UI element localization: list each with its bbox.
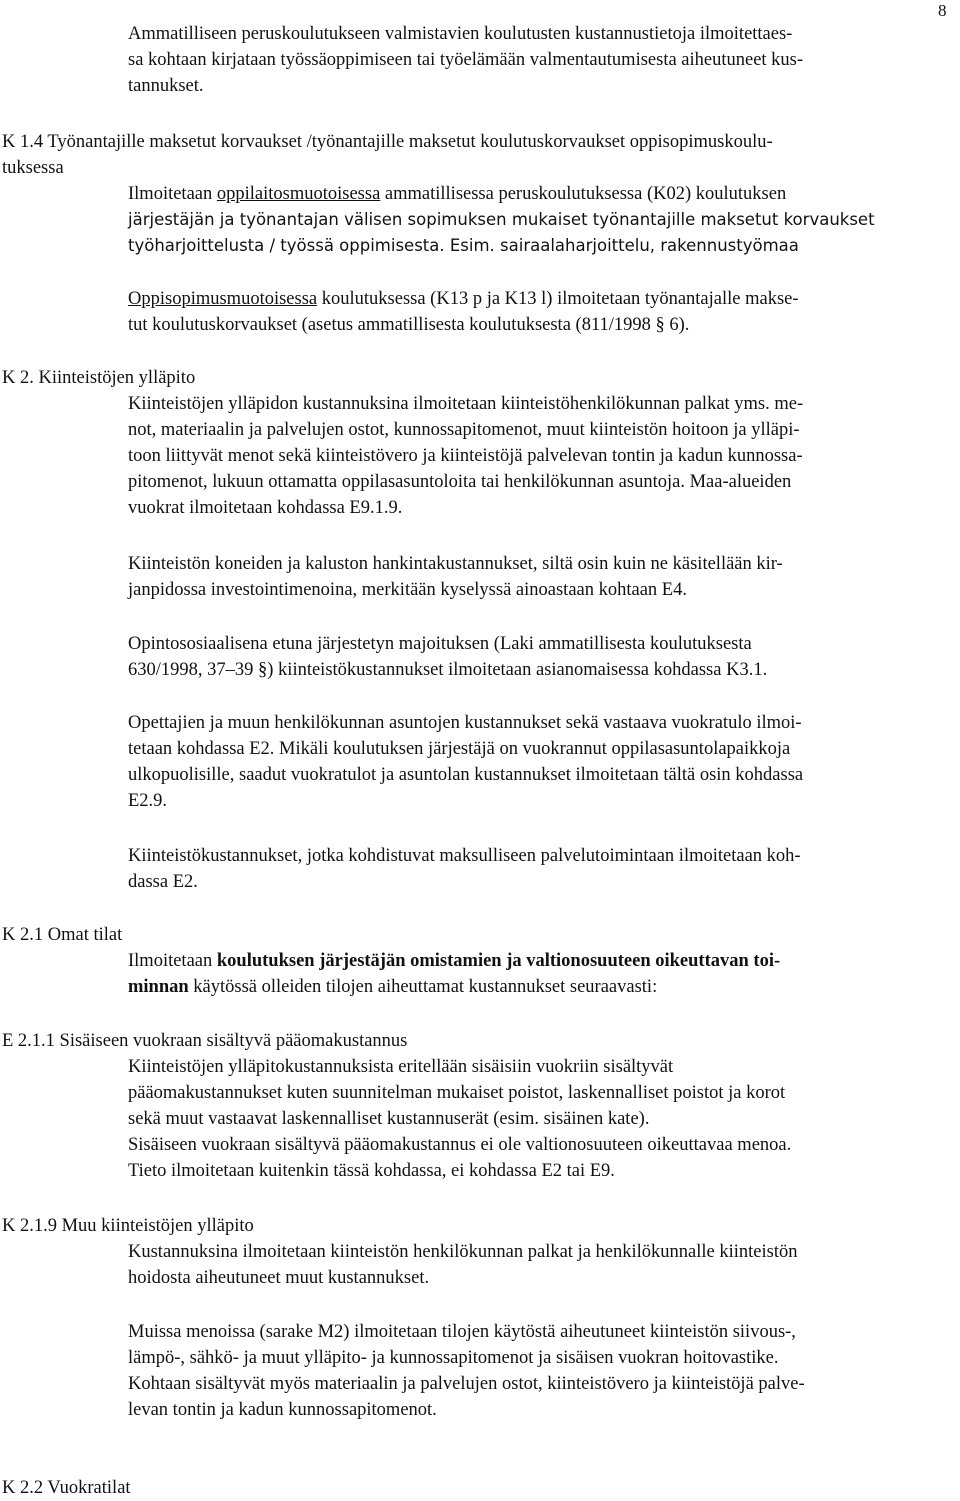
k2-p1-line: Kiinteistöjen ylläpidon kustannuksina ilmoitetaan kiinteistöhenkilökunnan palkat yms. me-: [128, 394, 804, 414]
e211-line: Sisäiseen vuokraan sisältyvä pääomakustannus ei ole valtionosuuteen oikeuttavaa menoa.: [128, 1135, 792, 1155]
k2-p1-line: toon liittyvät menot sekä kiinteistövero ja kiinteistöjä palvelevan tontin ja kadun kunnossa-: [128, 446, 803, 466]
k14-p2-line: Oppisopimusmuotoisessa koulutuksessa (K13 p ja K13 l) ilmoitetaan työnantajalle makse-: [128, 289, 799, 309]
e211-line: Kiinteistöjen ylläpitokustannuksista eritellään sisäisiin vuokriin sisältyvät: [128, 1057, 674, 1077]
section-heading-k219: K 2.1.9 Muu kiinteistöjen ylläpito: [2, 1216, 254, 1236]
k14-p1-line: Ilmoitetaan oppilaitosmuotoisessa ammatillisessa peruskoulutuksessa (K02) koulutuksen: [128, 184, 787, 204]
k2-p1-line: vuokrat ilmoitetaan kohdassa E9.1.9.: [128, 498, 403, 518]
underlined-term: oppilaitosmuotoisessa: [216, 184, 381, 204]
k2-p5-line: dassa E2.: [128, 872, 198, 892]
k219-p2-line: Muissa menoissa (sarake M2) ilmoitetaan tilojen käytöstä aiheutuneet kiinteistön siivous-,: [128, 1322, 796, 1342]
k2-p4-line: tetaan kohdassa E2. Mikäli koulutuksen järjestäjä on vuokrannut oppilasasuntolapaikkoja: [128, 739, 791, 759]
k219-p1-line: Kustannuksina ilmoitetaan kiinteistön henkilökunnan palkat ja henkilökunnalle kiinteistön: [128, 1242, 798, 1262]
intro-line: sa kohtaan kirjataan työssäoppimiseen tai työelämään valmentautumisesta aiheutuneet kus-: [128, 50, 804, 70]
section-heading-e211: E 2.1.1 Sisäiseen vuokraan sisältyvä pääomakustannus: [2, 1031, 408, 1051]
k21-line: Ilmoitetaan koulutuksen järjestäjän omistamien ja valtionosuuteen oikeuttavan toi-: [128, 951, 781, 971]
underlined-term: Oppisopimusmuotoisessa: [128, 289, 318, 309]
k2-p1-line: pitomenot, lukuun ottamatta oppilasasuntoloita tai henkilökunnan asuntoja. Maa-alueiden: [128, 472, 792, 492]
k2-p3-line: Opintososiaalisena etuna järjestetyn majoituksen (Laki ammatillisesta koulutuksesta: [128, 634, 752, 654]
e211-line: Tieto ilmoitetaan kuitenkin tässä kohdassa, ei kohdassa E2 tai E9.: [128, 1161, 615, 1181]
e211-line: sekä muut vastaavat laskennalliset kustannuserät (esim. sisäinen kate).: [128, 1109, 650, 1129]
intro-line: tannukset.: [128, 76, 204, 96]
section-heading-k2: K 2. Kiinteistöjen ylläpito: [2, 368, 196, 388]
k14-p1-line: työharjoittelusta / työssä oppimisesta. Esim. sairaalaharjoittelu, rakennustyömaa: [128, 236, 799, 255]
k2-p5-line: Kiinteistökustannukset, jotka kohdistuvat maksulliseen palvelutoimintaan ilmoitetaan koh-: [128, 846, 801, 866]
section-heading-k14-cont: tuksessa: [2, 158, 64, 178]
intro-line: Ammatilliseen peruskoulutukseen valmistavien koulutusten kustannustietoja ilmoitettaes-: [128, 24, 793, 44]
k14-p1-line: järjestäjän ja työnantajan välisen sopimuksen mukaiset työnantajille maksetut korvaukset: [128, 210, 875, 229]
page-number: 8: [938, 1, 947, 20]
k2-p4-line: Opettajien ja muun henkilökunnan asuntojen kustannukset sekä vastaava vuokratulo ilmoi-: [128, 713, 802, 733]
e211-line: pääomakustannukset kuten suunnitelman mukaiset poistot, laskennalliset poistot ja korot: [128, 1083, 786, 1103]
k219-p2-line: lämpö-, sähkö- ja muut ylläpito- ja kunnossapitomenot ja sisäisen vuokran hoitovastike.: [128, 1348, 779, 1368]
k2-p3-line: 630/1998, 37–39 §) kiinteistökustannukset ilmoitetaan asianomaisessa kohdassa K3.1.: [128, 660, 768, 680]
k219-p1-line: hoidosta aiheutuneet muut kustannukset.: [128, 1268, 430, 1288]
k2-p2-line: janpidossa investointimenoina, merkitään kyselyssä ainoastaan kohtaan E4.: [128, 580, 687, 600]
k2-p1-line: not, materiaalin ja palvelujen ostot, kunnossapitomenot, muut kiinteistön hoitoon ja ylläpi-: [128, 420, 800, 440]
k2-p4-line: E2.9.: [128, 791, 168, 811]
k2-p4-line: ulkopuolisille, saadut vuokratulot ja asuntolan kustannukset ilmoitetaan tältä osin kohdassa: [128, 765, 804, 785]
k2-p2-line: Kiinteistön koneiden ja kaluston hankintakustannukset, siltä osin kuin ne käsitellään kir-: [128, 554, 783, 574]
k219-p2-line: levan tontin ja kadun kunnossapitomenot.: [128, 1400, 437, 1420]
section-heading-k14: K 1.4 Työnantajille maksetut korvaukset /työnantajille maksetut koulutuskorvaukset oppisopimuskoulu-: [2, 132, 773, 152]
k21-line: minnan käytössä olleiden tilojen aiheuttamat kustannukset seuraavasti:: [128, 977, 658, 997]
section-heading-k21: K 2.1 Omat tilat: [2, 925, 123, 945]
k14-p2-line: tut koulutuskorvaukset (asetus ammatillisesta koulutuksesta (811/1998 § 6).: [128, 315, 690, 335]
k219-p2-line: Kohtaan sisältyvät myös materiaalin ja palvelujen ostot, kiinteistövero ja kiinteistöjä palve-: [128, 1374, 805, 1394]
section-heading-k22: K 2.2 Vuokratilat: [2, 1478, 131, 1498]
